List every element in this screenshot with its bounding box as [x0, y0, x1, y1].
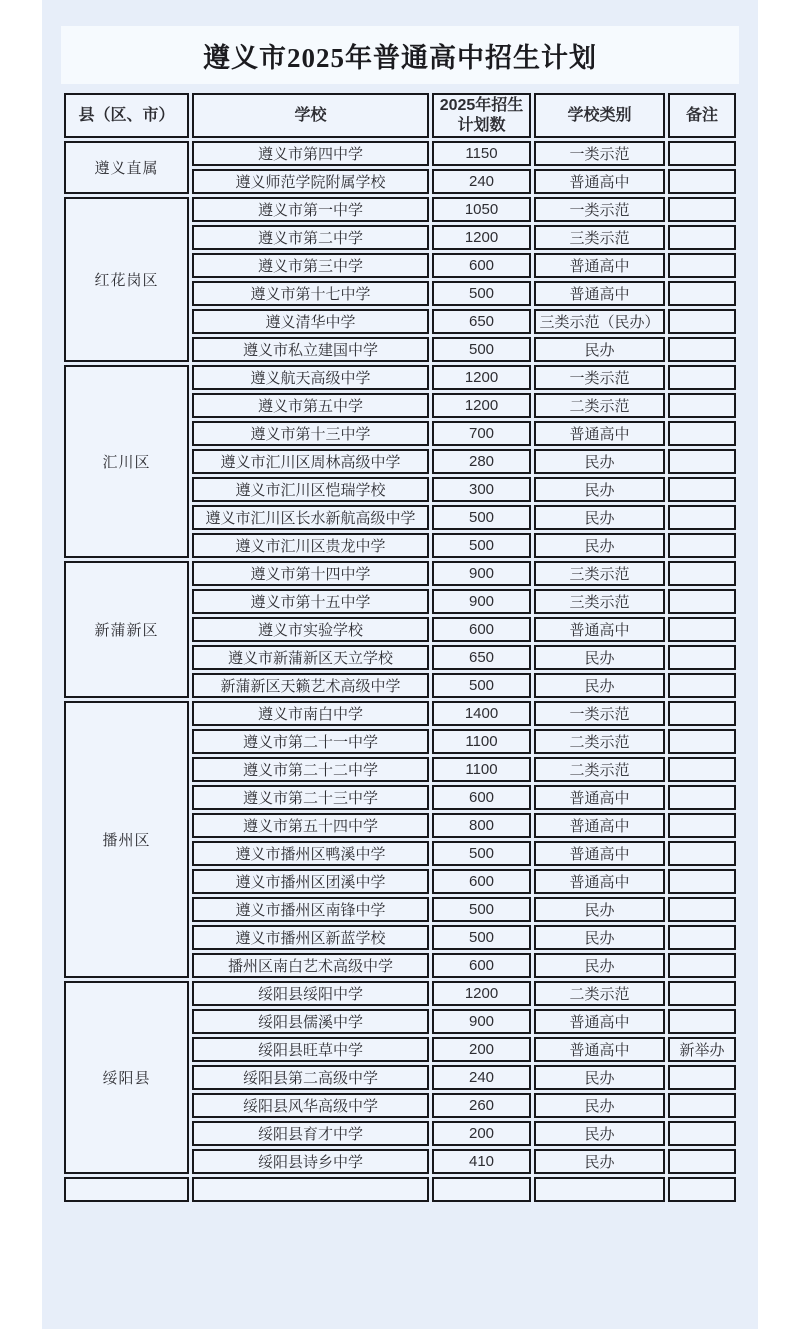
plan-cell: 500 — [432, 673, 531, 698]
type-cell: 普通高中 — [534, 841, 665, 866]
school-cell: 遵义市新蒲新区天立学校 — [192, 645, 429, 670]
plan-cell: 500 — [432, 925, 531, 950]
note-cell — [668, 505, 736, 530]
table-row — [64, 365, 736, 390]
school-cell: 遵义市播州区团溪中学 — [192, 869, 429, 894]
type-cell: 普通高中 — [534, 869, 665, 894]
plan-cell: 1100 — [432, 729, 531, 754]
note-cell — [668, 561, 736, 586]
type-cell: 三类示范 — [534, 225, 665, 250]
plan-cell: 500 — [432, 841, 531, 866]
plan-cell: 1200 — [432, 225, 531, 250]
plan-cell: 700 — [432, 421, 531, 446]
plan-cell: 800 — [432, 813, 531, 838]
note-cell — [668, 841, 736, 866]
type-cell: 一类示范 — [534, 365, 665, 390]
plan-cell: 260 — [432, 1093, 531, 1118]
note-cell — [668, 1093, 736, 1118]
note-cell — [668, 309, 736, 334]
plan-cell: 1200 — [432, 393, 531, 418]
school-cell: 遵义市第五十四中学 — [192, 813, 429, 838]
header-cell-plan: 2025年招生计划数 — [432, 93, 531, 138]
school-cell: 绥阳县绥阳中学 — [192, 981, 429, 1006]
note-cell — [668, 953, 736, 978]
plan-cell: 600 — [432, 785, 531, 810]
table-row — [64, 197, 736, 222]
note-cell — [668, 701, 736, 726]
plan-cell: 300 — [432, 477, 531, 502]
note-cell — [668, 869, 736, 894]
page-title: 遵义市2025年普通高中招生计划 — [203, 42, 597, 73]
note-cell — [668, 1009, 736, 1034]
note-cell — [668, 1065, 736, 1090]
school-cell — [192, 1177, 429, 1202]
note-cell — [668, 1121, 736, 1146]
type-cell: 普通高中 — [534, 253, 665, 278]
type-cell: 民办 — [534, 925, 665, 950]
table-row — [64, 701, 736, 726]
school-cell: 遵义清华中学 — [192, 309, 429, 334]
school-cell: 绥阳县风华高级中学 — [192, 1093, 429, 1118]
table-header-row — [64, 93, 736, 138]
type-cell: 民办 — [534, 1149, 665, 1174]
note-cell: 新举办 — [668, 1037, 736, 1062]
plan-cell: 240 — [432, 169, 531, 194]
type-cell: 民办 — [534, 505, 665, 530]
note-cell — [668, 729, 736, 754]
school-cell: 遵义市第五中学 — [192, 393, 429, 418]
plan-cell: 200 — [432, 1037, 531, 1062]
school-cell: 遵义市播州区南锋中学 — [192, 897, 429, 922]
plan-cell: 200 — [432, 1121, 531, 1146]
type-cell: 三类示范 — [534, 561, 665, 586]
note-cell — [668, 1149, 736, 1174]
header-cell-county: 县（区、市） — [64, 93, 189, 138]
type-cell: 普通高中 — [534, 1037, 665, 1062]
school-cell: 遵义市南白中学 — [192, 701, 429, 726]
school-cell: 绥阳县诗乡中学 — [192, 1149, 429, 1174]
plan-cell — [432, 1177, 531, 1202]
note-cell — [668, 141, 736, 166]
school-cell: 播州区南白艺术高级中学 — [192, 953, 429, 978]
type-cell — [534, 1177, 665, 1202]
note-cell — [668, 449, 736, 474]
type-cell: 民办 — [534, 477, 665, 502]
plan-cell: 600 — [432, 617, 531, 642]
plan-cell: 500 — [432, 337, 531, 362]
plan-cell: 1100 — [432, 757, 531, 782]
type-cell: 民办 — [534, 897, 665, 922]
school-cell: 遵义市第一中学 — [192, 197, 429, 222]
plan-cell: 1200 — [432, 981, 531, 1006]
school-cell: 遵义师范学院附属学校 — [192, 169, 429, 194]
school-cell: 遵义市第二十一中学 — [192, 729, 429, 754]
type-cell: 民办 — [534, 1093, 665, 1118]
school-cell: 遵义市私立建国中学 — [192, 337, 429, 362]
type-cell: 普通高中 — [534, 421, 665, 446]
type-cell: 二类示范 — [534, 757, 665, 782]
header-cell-note: 备注 — [668, 93, 736, 138]
type-cell: 民办 — [534, 1065, 665, 1090]
note-cell — [668, 533, 736, 558]
school-cell: 新蒲新区天籁艺术高级中学 — [192, 673, 429, 698]
note-cell — [668, 981, 736, 1006]
plan-cell: 900 — [432, 561, 531, 586]
type-cell: 一类示范 — [534, 197, 665, 222]
county-cell: 新蒲新区 — [64, 561, 189, 698]
note-cell — [668, 169, 736, 194]
school-cell: 遵义市第十五中学 — [192, 589, 429, 614]
plan-cell: 1050 — [432, 197, 531, 222]
note-cell — [668, 617, 736, 642]
school-cell: 遵义市第二十二中学 — [192, 757, 429, 782]
note-cell — [668, 393, 736, 418]
county-cell: 遵义直属 — [64, 141, 189, 194]
type-cell: 民办 — [534, 449, 665, 474]
school-cell: 遵义市第二十三中学 — [192, 785, 429, 810]
school-cell: 遵义市播州区鸭溪中学 — [192, 841, 429, 866]
type-cell: 民办 — [534, 645, 665, 670]
plan-cell: 650 — [432, 645, 531, 670]
type-cell: 普通高中 — [534, 281, 665, 306]
plan-cell: 240 — [432, 1065, 531, 1090]
table-row-partial — [64, 1177, 736, 1202]
header-cell-type: 学校类别 — [534, 93, 665, 138]
note-cell — [668, 281, 736, 306]
plan-cell: 1200 — [432, 365, 531, 390]
plan-cell: 1150 — [432, 141, 531, 166]
type-cell: 普通高中 — [534, 169, 665, 194]
school-cell: 遵义市播州区新蓝学校 — [192, 925, 429, 950]
type-cell: 普通高中 — [534, 617, 665, 642]
type-cell: 民办 — [534, 533, 665, 558]
note-cell — [668, 589, 736, 614]
note-cell — [668, 197, 736, 222]
table-row — [64, 141, 736, 166]
type-cell: 二类示范 — [534, 729, 665, 754]
school-cell: 遵义市第十四中学 — [192, 561, 429, 586]
county-cell: 绥阳县 — [64, 981, 189, 1174]
table-row — [64, 561, 736, 586]
note-cell — [668, 813, 736, 838]
school-cell: 遵义市实验学校 — [192, 617, 429, 642]
type-cell: 一类示范 — [534, 701, 665, 726]
school-cell: 遵义市第三中学 — [192, 253, 429, 278]
school-cell: 遵义市第十三中学 — [192, 421, 429, 446]
school-cell: 遵义航天高级中学 — [192, 365, 429, 390]
school-cell: 绥阳县育才中学 — [192, 1121, 429, 1146]
plan-cell: 500 — [432, 897, 531, 922]
note-cell — [668, 225, 736, 250]
type-cell: 三类示范 — [534, 589, 665, 614]
school-cell: 遵义市汇川区贵龙中学 — [192, 533, 429, 558]
note-cell — [668, 785, 736, 810]
school-cell: 遵义市汇川区长水新航高级中学 — [192, 505, 429, 530]
type-cell: 民办 — [534, 673, 665, 698]
table-row — [64, 981, 736, 1006]
note-cell — [668, 421, 736, 446]
type-cell: 民办 — [534, 337, 665, 362]
note-cell — [668, 253, 736, 278]
plan-cell: 900 — [432, 1009, 531, 1034]
header-cell-school: 学校 — [192, 93, 429, 138]
school-cell: 遵义市汇川区恺瑞学校 — [192, 477, 429, 502]
plan-cell: 500 — [432, 533, 531, 558]
school-cell: 绥阳县第二高级中学 — [192, 1065, 429, 1090]
county-cell: 播州区 — [64, 701, 189, 978]
school-cell: 遵义市汇川区周林高级中学 — [192, 449, 429, 474]
note-cell — [668, 477, 736, 502]
plan-cell: 410 — [432, 1149, 531, 1174]
content-card — [42, 0, 758, 1329]
plan-cell: 1400 — [432, 701, 531, 726]
plan-cell: 650 — [432, 309, 531, 334]
county-cell — [64, 1177, 189, 1202]
note-cell — [668, 645, 736, 670]
type-cell: 一类示范 — [534, 141, 665, 166]
plan-cell: 600 — [432, 869, 531, 894]
plan-cell: 900 — [432, 589, 531, 614]
note-cell — [668, 365, 736, 390]
plan-cell: 500 — [432, 281, 531, 306]
type-cell: 普通高中 — [534, 785, 665, 810]
plan-cell: 600 — [432, 253, 531, 278]
school-cell: 绥阳县儒溪中学 — [192, 1009, 429, 1034]
type-cell: 三类示范（民办） — [534, 309, 665, 334]
note-cell — [668, 897, 736, 922]
note-cell — [668, 1177, 736, 1202]
type-cell: 民办 — [534, 1121, 665, 1146]
note-cell — [668, 337, 736, 362]
county-cell: 红花岗区 — [64, 197, 189, 362]
county-cell: 汇川区 — [64, 365, 189, 558]
school-cell: 遵义市第十七中学 — [192, 281, 429, 306]
plan-cell: 500 — [432, 505, 531, 530]
school-cell: 遵义市第二中学 — [192, 225, 429, 250]
type-cell: 普通高中 — [534, 1009, 665, 1034]
title-band — [61, 26, 739, 84]
school-cell: 遵义市第四中学 — [192, 141, 429, 166]
note-cell — [668, 757, 736, 782]
enrollment-plan-table — [61, 90, 739, 1205]
type-cell: 二类示范 — [534, 981, 665, 1006]
note-cell — [668, 925, 736, 950]
note-cell — [668, 673, 736, 698]
school-cell: 绥阳县旺草中学 — [192, 1037, 429, 1062]
type-cell: 民办 — [534, 953, 665, 978]
plan-cell: 600 — [432, 953, 531, 978]
plan-cell: 280 — [432, 449, 531, 474]
type-cell: 二类示范 — [534, 393, 665, 418]
table-body — [64, 141, 736, 1202]
type-cell: 普通高中 — [534, 813, 665, 838]
